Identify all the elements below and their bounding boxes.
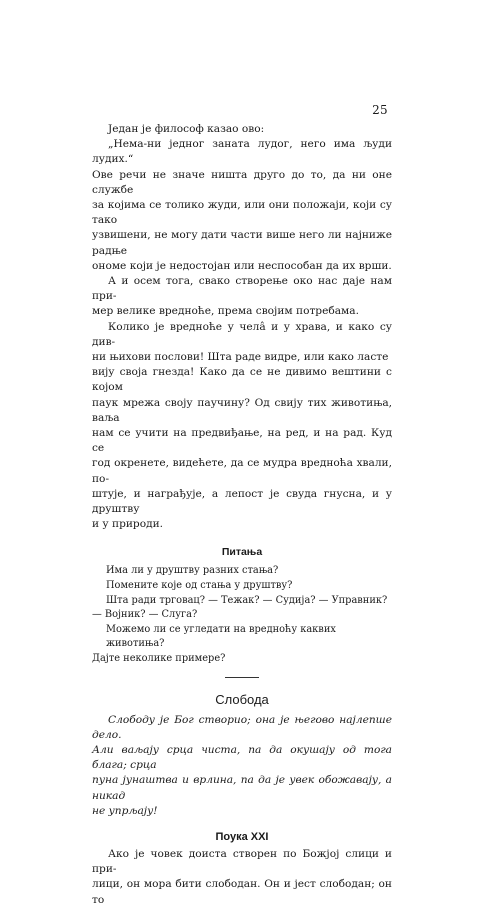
text-line: Ове речи не значе ништа друго до то, да ни оне службе [92, 168, 392, 196]
question-line: Шта ради трговац? — Тежак? — Судија? — Управник? [106, 594, 388, 606]
text-line: узвишени, не могу дати части више него ли најниже радње [92, 229, 392, 257]
text-line: лици, он мора бити слободан. Он и јест слободан; он то [92, 878, 392, 906]
text-line: не упрљају! [92, 804, 158, 817]
paragraph-animals [92, 320, 392, 533]
paragraph-quote [92, 137, 392, 274]
page-body [92, 122, 392, 908]
italic-paragraph [92, 713, 392, 819]
questions-heading: Питања [221, 546, 263, 559]
question-line: Има ли у друштву разних стања? [106, 565, 279, 577]
paragraph-intro [92, 122, 392, 137]
text-line: Слободу је Бог створио; она је његово најлепше дело. [92, 713, 392, 741]
text-line: нам се учити на предвиђање, на ред, и на рад. Куд се [92, 427, 392, 455]
question-line: — Војник? — Слуга? [92, 609, 198, 621]
question-line: Дајте неколике примере? [92, 653, 226, 665]
lesson-title: Поука XXI [215, 831, 269, 844]
section-divider [225, 677, 259, 678]
text-line: ономе који је недостојан или неспособан да их врши. [92, 259, 392, 272]
text-line: „Нема-ни једног заната лудог, него има људи лудих.“ [92, 138, 392, 166]
text-line: Ако је човек доиста створен по Божјој слици и при- [92, 848, 392, 876]
paragraph-example [92, 274, 392, 320]
text-line: Један је философ казао ово: [108, 123, 265, 135]
text-line: вију своја гнезда! Како да се не дивимо вештини с којом [92, 366, 392, 394]
text-line: Колико је вредноће у челâ и у храва, и како су див- [92, 320, 392, 348]
text-line: мер велике вредноће, према својим потребама. [92, 305, 359, 318]
question-line: Помените које од стања у друштву? [106, 580, 293, 592]
page-number: 25 [372, 103, 388, 117]
section-title: Слобода [215, 691, 269, 707]
text-line: А и осем тога, свако створење око нас даје нам при- [92, 275, 392, 303]
text-line: за којима се толико жуди, или они положаји, који су тако [92, 199, 392, 227]
paragraph-final [92, 847, 392, 908]
text-line: год окренете, видећете, да се мудра вредноћа хвали, по- [92, 457, 392, 485]
text-line: штује, и награђује, а лепост је свуда гнусна, и у друштву [92, 487, 392, 516]
text-line: паук мрежа своју паучину? Од свију тих животиња, ваља [92, 396, 392, 424]
text-line: и у природи. [92, 518, 164, 531]
question-line: Можемо ли се угледати на вредноћу каквих животиња? [106, 623, 336, 650]
text-line: пуна јунаштва и врлина, па да је увек обожавају, а никад [92, 774, 392, 802]
text-line: Али ваљају срца чиста, па да окушају од тога блага; срца [92, 744, 392, 772]
questions-list [92, 564, 392, 666]
text-line: ни њихови послови! Шта раде видре, или како ласте [92, 351, 389, 364]
